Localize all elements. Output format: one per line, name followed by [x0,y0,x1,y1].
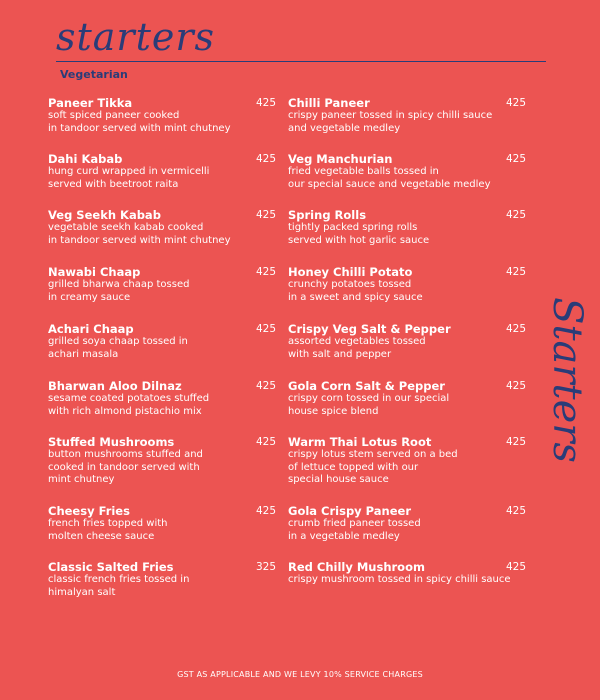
item-price: 425 [255,266,276,278]
menu-item [288,208,526,247]
item-description: house spice blend [288,405,379,417]
menu-item [288,152,526,191]
item-name: Cheesy Fries [48,504,130,518]
item-price: 425 [255,209,276,221]
item-description: crunchy potatoes tossed [288,279,412,290]
menu-item [288,379,526,418]
item-description: cooked in tandoor served with [48,461,200,473]
item-description: mint chutney [48,474,115,485]
item-price: 425 [505,505,526,517]
menu-item [288,322,526,361]
item-name: Bharwan Aloo Dilnaz [48,379,182,393]
item-name: Paneer Tikka [48,96,133,110]
item-description: crumb fried paneer tossed [288,518,421,529]
item-description: crispy paneer tossed in spicy chilli sauce [288,110,493,121]
item-name: Warm Thai Lotus Root [288,435,432,449]
item-description: with salt and pepper [288,348,392,360]
item-price: 425 [255,323,276,335]
menu-item [48,322,276,361]
menu-item [48,379,276,418]
menu-item [288,504,526,543]
item-description: served with hot garlic sauce [288,234,430,246]
item-description: in tandoor served with mint chutney [48,122,231,134]
menu-title: starters [56,15,216,59]
item-description: in a sweet and spicy sauce [288,291,423,303]
item-name: Veg Seekh Kabab [48,208,161,222]
item-name: Red Chilly Mushroom [288,560,425,574]
item-price: 425 [505,153,526,165]
item-name: Chilli Paneer [288,96,370,110]
item-price: 425 [505,561,526,573]
item-price: 425 [255,380,276,392]
item-description: achari masala [48,348,119,360]
menu-item [288,265,526,304]
menu-item [48,265,276,304]
item-name: Honey Chilli Potato [288,265,413,279]
menu-item [288,96,526,135]
item-name: Spring Rolls [288,208,367,222]
item-name: Gola Crispy Paneer [288,504,412,518]
item-description: molten cheese sauce [48,530,155,542]
title-underline [56,61,546,62]
section-subtitle: Vegetarian [60,68,128,81]
item-description: grilled bharwa chaap tossed [48,279,190,290]
item-price: 425 [255,97,276,109]
item-description: crispy mushroom tossed in spicy chilli sauce [288,574,511,585]
menu-item [288,560,526,587]
item-description: hung curd wrapped in vermicelli [48,166,210,177]
item-price: 425 [505,323,526,335]
item-description: classic french fries tossed in [48,574,190,585]
footer-note: GST AS APPLICABLE AND WE LEVY 10% SERVICE CHARGES [177,670,423,679]
item-description: our special sauce and vegetable medley [288,178,491,190]
side-title: Starters [544,297,590,463]
item-name: Nawabi Chaap [48,265,141,279]
item-description: vegetable seekh kabab cooked [48,222,204,233]
item-description: soft spiced paneer cooked [48,110,180,121]
item-description: french fries topped with [48,518,168,529]
item-description: crispy corn tossed in our special [288,393,450,404]
item-name: Achari Chaap [48,322,134,336]
item-description: in tandoor served with mint chutney [48,234,231,246]
menu-item [48,560,276,599]
item-price: 425 [255,153,276,165]
item-price: 425 [505,209,526,221]
menu-item [48,504,276,543]
item-price: 425 [505,436,526,448]
menu-item [48,208,276,247]
item-description: in creamy sauce [48,291,131,303]
item-description: tightly packed spring rolls [288,222,418,233]
item-price: 425 [505,380,526,392]
item-name: Dahi Kabab [48,152,123,166]
item-price: 425 [255,505,276,517]
item-name: Crispy Veg Salt & Pepper [288,322,451,336]
item-description: fried vegetable balls tossed in [288,166,439,177]
item-price: 425 [255,436,276,448]
item-name: Veg Manchurian [288,152,393,166]
item-description: with rich almond pistachio mix [48,405,202,417]
item-description: grilled soya chaap tossed in [48,336,188,347]
item-description: in a vegetable medley [288,530,400,542]
item-name: Stuffed Mushrooms [48,435,175,449]
item-description: served with beetroot raita [48,178,179,190]
item-description: and vegetable medley [288,122,401,134]
item-description: button mushrooms stuffed and [48,449,203,460]
item-price: 325 [255,561,276,573]
item-name: Classic Salted Fries [48,560,174,574]
item-description: sesame coated potatoes stuffed [48,393,210,404]
item-description: special house sauce [288,474,389,485]
item-description: assorted vegetables tossed [288,336,426,347]
item-description: himalyan salt [48,586,116,598]
item-price: 425 [505,266,526,278]
item-price: 425 [505,97,526,109]
menu-item [48,435,276,487]
menu-item [48,152,276,191]
menu-item [48,96,276,135]
item-name: Gola Corn Salt & Pepper [288,379,445,393]
item-description: crispy lotus stem served on a bed [288,449,458,460]
menu-item [288,435,526,487]
item-description: of lettuce topped with our [288,461,419,473]
